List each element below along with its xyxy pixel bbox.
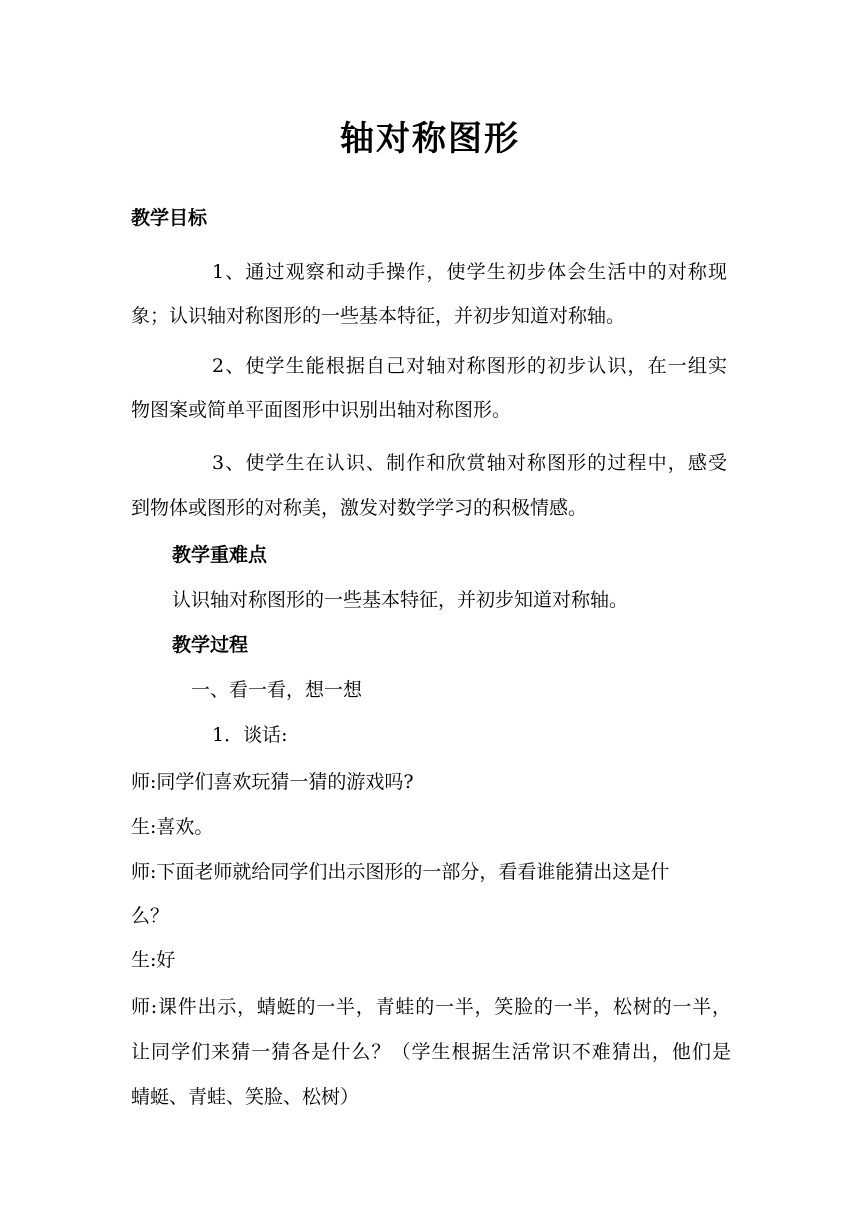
process-heading: 教学过程 [172, 634, 249, 656]
dialogue-line: 蜻蜓、青蛙、笑脸、松树） [131, 1086, 360, 1108]
key-points-text: 认识轴对称图形的一些基本特征，并初步知道对称轴。 [172, 589, 629, 611]
objective-1-line-2: 象；认识轴对称图形的一些基本特征，并初步知道对称轴。 [131, 305, 626, 327]
dialogue-line: 生:喜欢。 [131, 816, 214, 838]
dialogue-line: 生:好 [131, 949, 176, 971]
dialogue-line: 师:课件出示，蜻蜓的一半，青蛙的一半，笑脸的一半，松树的一半， [131, 996, 731, 1018]
dialogue-line: 么？ [131, 905, 170, 927]
document-title: 轴对称图形 [340, 119, 520, 159]
objective-2-line-1: 2、使学生能根据自己对轴对称图形的初步认识，在一组实 [212, 355, 727, 377]
objectives-heading: 教学目标 [131, 207, 208, 229]
objective-1-line-1: 1、通过观察和动手操作，使学生初步体会生活中的对称现 [212, 261, 727, 283]
step-1-subheading: 1．谈话: [212, 724, 288, 746]
key-points-heading: 教学重难点 [172, 544, 268, 566]
dialogue-line: 师:下面老师就给同学们出示图形的一部分，看看谁能猜出这是什 [131, 861, 670, 883]
dialogue-line: 师:同学们喜欢玩猜一猜的游戏吗? [131, 771, 414, 793]
objective-3-line-2: 到物体或图形的对称美，激发对数学学习的积极情感。 [131, 497, 588, 519]
objective-2-line-2: 物图案或简单平面图形中识别出轴对称图形。 [131, 399, 512, 421]
dialogue-line: 让同学们来猜一猜各是什么？（学生根据生活常识不难猜出，他们是 [131, 1041, 731, 1063]
step-1-heading: 一、看一看，想一想 [191, 679, 363, 701]
objective-3-line-1: 3、使学生在认识、制作和欣赏轴对称图形的过程中，感受 [212, 452, 727, 474]
